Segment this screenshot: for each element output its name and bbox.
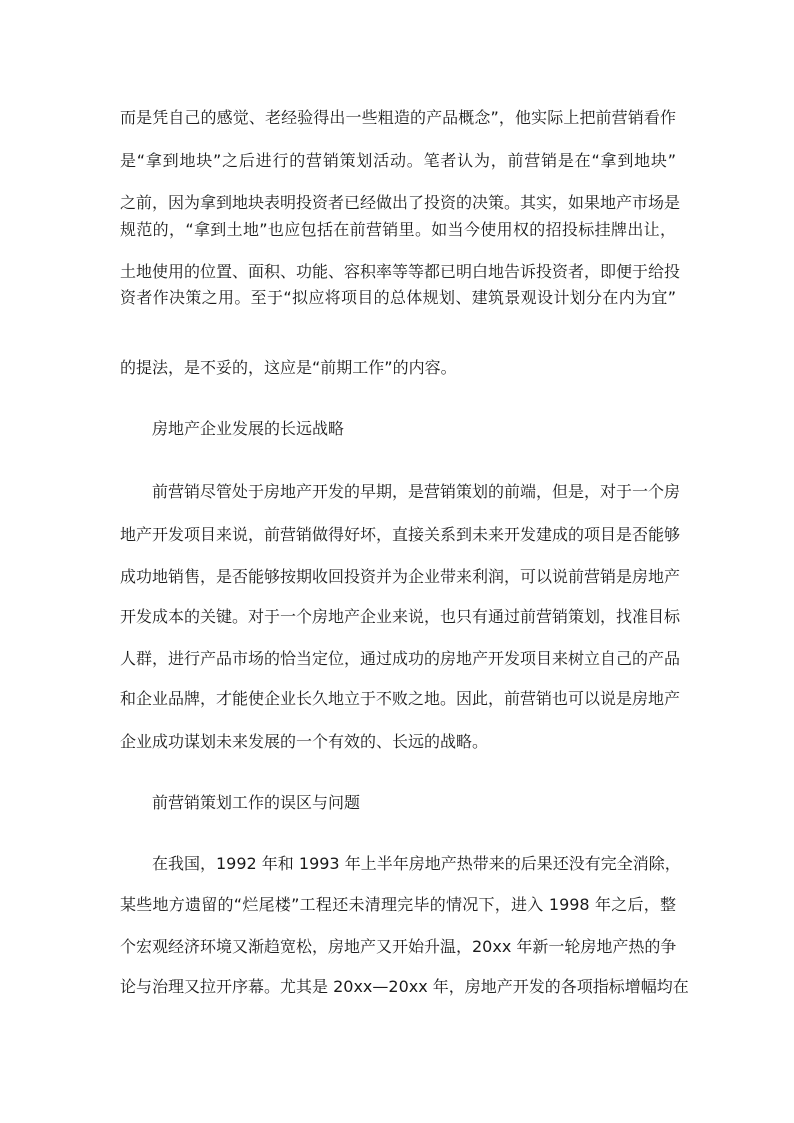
paragraph-line: 是“拿到地块”之后进行的营销策划活动。笔者认为，前营销是在“拿到地块”	[120, 151, 676, 170]
paragraph-line: 论与治理又拉开序幕。尤其是 20xx—20xx 年，房地产开发的各项指标增幅均在	[120, 977, 689, 996]
paragraph-line: 的提法，是不妥的，这应是“前期工作”的内容。	[120, 358, 457, 377]
paragraph-line: 和企业品牌，才能使企业长久地立于不败之地。因此，前营销也可以说是房地产	[120, 689, 681, 708]
paragraph-line: 地产开发项目来说，前营销做得好坏，直接关系到未来开发建成的项目是否能够	[120, 525, 681, 544]
paragraph-line: 规范的，“拿到土地”也应包括在前营销里。如当今使用权的招投标挂牌出让，	[120, 220, 676, 239]
paragraph-line: 在我国，1992 年和 1993 年上半年房地产热带来的后果还没有完全消除，	[152, 854, 681, 873]
section-heading: 前营销策划工作的误区与问题	[152, 793, 361, 812]
paragraph-line: 之前，因为拿到地块表明投资者已经做出了投资的决策。其实，如果地产市场是	[120, 193, 681, 212]
paragraph-line: 人群，进行产品市场的恰当定位，通过成功的房地产开发项目来树立自己的产品	[120, 649, 681, 668]
paragraph-line: 而是凭自己的感觉、老经验得出一些粗造的产品概念”，他实际上把前营销看作	[120, 108, 676, 127]
paragraph-line: 资者作决策之用。至于“拟应将项目的总体规划、建筑景观设计划分在内为宜”	[120, 288, 676, 307]
paragraph-line: 成功地销售，是否能够按期收回投资并为企业带来利润，可以说前营销是房地产	[120, 567, 681, 586]
paragraph-line: 前营销尽管处于房地产开发的早期，是营销策划的前端，但是，对于一个房	[152, 482, 681, 501]
paragraph-line: 开发成本的关键。对于一个房地产企业来说，也只有通过前营销策划，找准目标	[120, 607, 681, 626]
section-heading: 房地产企业发展的长远战略	[152, 419, 345, 438]
paragraph-line: 土地使用的位置、面积、功能、容积率等等都已明白地告诉投资者，即便于给投	[120, 262, 681, 281]
paragraph-line: 个宏观经济环境又渐趋宽松，房地产又开始升温，20xx 年新一轮房地产热的争	[120, 937, 677, 956]
paragraph-line: 某些地方遗留的“烂尾楼”工程还未清理完毕的情况下，进入 1998 年之后，整	[120, 895, 676, 914]
paragraph-line: 企业成功谋划未来发展的一个有效的、长远的战略。	[120, 732, 489, 751]
